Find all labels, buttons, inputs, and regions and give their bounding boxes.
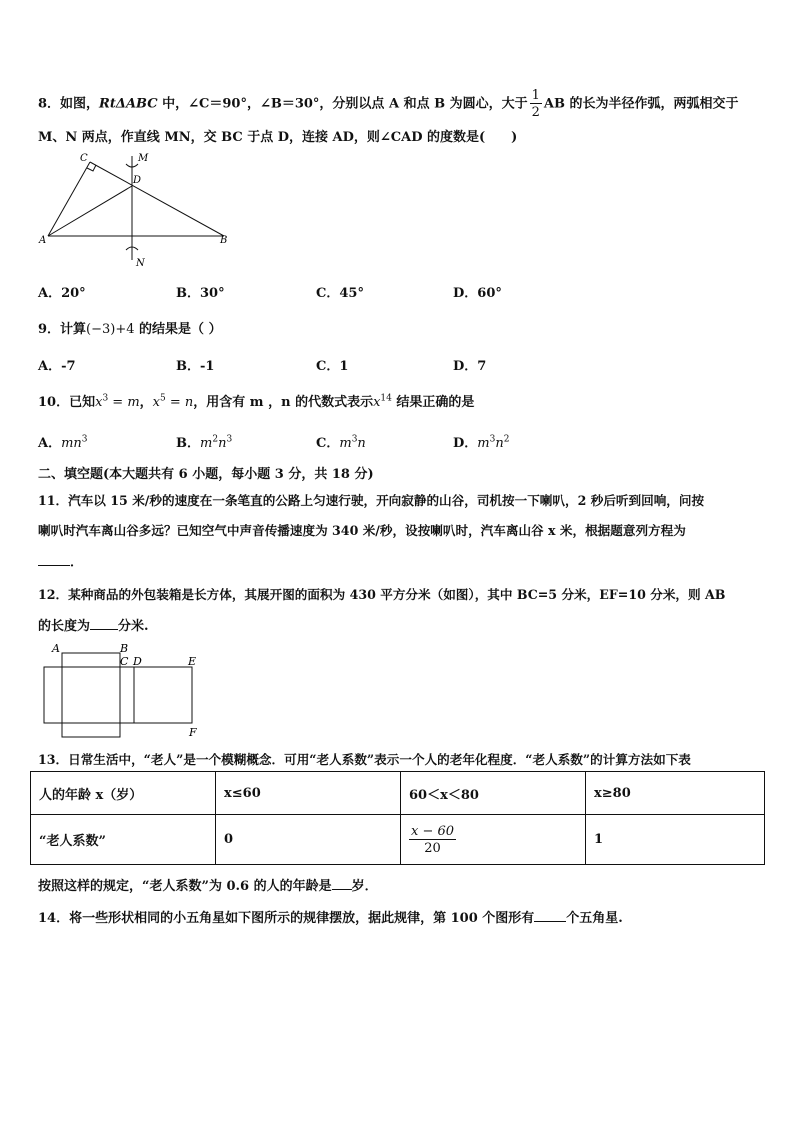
q9-option-d[interactable]: D．7 bbox=[453, 359, 487, 374]
q8-line1: 8．如图，RtΔABC 中，∠C＝90°，∠B＝30°，分别以点 A 和点 B 为圆心，大于 $\frac{1}{2}$ AB 的长为半径作弧，两弧相交于 bbox=[38, 88, 739, 120]
q8-label-d: D bbox=[133, 175, 142, 186]
q12-line2: 的长度为 分米. bbox=[38, 619, 149, 634]
q13-intro: 13．日常生活中，“老人”是一个模糊概念．可用“老人系数”表示一个人的老年化程度．“老人系数”的计算方法如下表 bbox=[38, 752, 691, 767]
q12-net-column bbox=[62, 653, 120, 737]
q12-label-a: A bbox=[52, 642, 60, 655]
q8-segment-ad bbox=[48, 186, 132, 236]
q12-label-e: E bbox=[188, 655, 197, 668]
table-header-coefficient: “老人系数” bbox=[31, 815, 216, 865]
section-2-heading: 二、填空题(本大题共有 6 小题，每小题 3 分，共 18 分) bbox=[38, 467, 374, 482]
q13-fraction: $\frac{x - 60}{20}$ bbox=[411, 823, 455, 856]
q8-label-m: M bbox=[138, 153, 149, 164]
q11-line1: 11．汽车以 15 米/秒的速度在一条笔直的公路上匀速行驶，开向寂静的山谷，司机按一下喇叭，2 秒后听到回响，问按 bbox=[38, 493, 705, 508]
table-row bbox=[31, 772, 765, 815]
q12-box-net-figure bbox=[38, 641, 208, 741]
table-row bbox=[31, 815, 765, 865]
table-cell bbox=[401, 815, 586, 865]
table-header-age: 人的年龄 x（岁） bbox=[31, 772, 216, 815]
q12-label-b: B bbox=[120, 642, 129, 655]
q12-net-band bbox=[44, 667, 192, 723]
q8-option-b[interactable]: B．30° bbox=[176, 286, 225, 301]
q10-condition-2: $x^5 = n$ bbox=[152, 393, 194, 410]
q8-triangle-name: RtΔABC bbox=[99, 96, 158, 112]
q8-option-c[interactable]: C．45° bbox=[316, 286, 364, 301]
q8-label-b: B bbox=[220, 235, 228, 246]
q10-condition-1: $x^3 = m$ bbox=[95, 393, 140, 410]
q9-option-a[interactable]: A．-7 bbox=[38, 359, 76, 374]
q10-stem: 10．已知$x^3 = m$，$x^5 = n$，用含有 m ，n 的代数式表示$x^{14}$ 结果正确的是 bbox=[38, 393, 475, 410]
q8-line2: M、N 两点，作直线 MN，交 BC 于点 D，连接 AD，则∠CAD 的度数是( ) bbox=[38, 130, 518, 145]
q14-answer-blank[interactable] bbox=[534, 921, 566, 922]
q12-line1: 12．某种商品的外包装箱是长方体，其展开图的面积为 430 平方分米（如图），其中 BC=5 分米，EF=10 分米，则 AB bbox=[38, 587, 726, 602]
q8-fraction: $\frac{1}{2}$ bbox=[531, 88, 540, 120]
q8-label-c: C bbox=[80, 153, 88, 164]
q13-coefficient-table bbox=[30, 771, 765, 865]
q9-expression: (−3)+4 bbox=[86, 322, 135, 337]
q10-target-expression: $x^{14}$ bbox=[373, 393, 392, 410]
q9-option-b[interactable]: B．-1 bbox=[176, 359, 215, 374]
table-cell: 1 bbox=[586, 815, 765, 865]
q8-option-d[interactable]: D．60° bbox=[453, 286, 502, 301]
table-cell: 0 bbox=[216, 815, 401, 865]
q10-option-a[interactable]: A．$mn^3$ bbox=[38, 434, 88, 451]
q11-answer-blank[interactable] bbox=[38, 565, 70, 566]
q13-answer-blank[interactable] bbox=[332, 889, 352, 890]
q8-option-a[interactable]: A．20° bbox=[38, 286, 86, 301]
q10-option-d[interactable]: D．$m^3n^2$ bbox=[453, 434, 510, 451]
q8-triangle-figure bbox=[36, 150, 236, 270]
table-cell: x≥80 bbox=[586, 772, 765, 815]
q9-stem: 9．计算(−3)+4 的结果是（ ） bbox=[38, 322, 222, 337]
q12-label-c: C bbox=[120, 655, 129, 668]
q8-side-ac bbox=[48, 162, 90, 236]
q10-option-b[interactable]: B．$m^2n^3$ bbox=[176, 434, 233, 451]
q11-line2: 喇叭时汽车离山谷多远？已知空气中声音传播速度为 340 米/秒，设按喇叭时，汽车离山谷 x 米，根据题意列方程为 bbox=[38, 523, 686, 538]
q8-label-a: A bbox=[39, 235, 47, 246]
q12-label-f: F bbox=[189, 726, 197, 739]
q11-line3: ． bbox=[38, 551, 83, 570]
table-cell: 60＜x＜80 bbox=[401, 772, 586, 815]
q8-label-n: N bbox=[136, 258, 145, 269]
q10-option-c[interactable]: C．$m^3n$ bbox=[316, 434, 366, 451]
q14-stem: 14．将一些形状相同的小五角星如下图所示的规律摆放，据此规律，第 100 个图形有 个五角星. bbox=[38, 911, 623, 926]
q12-label-d: D bbox=[133, 655, 142, 668]
q13-question: 按照这样的规定，“老人系数”为 0.6 的人的年龄是 岁． bbox=[38, 879, 378, 894]
table-cell: x≤60 bbox=[216, 772, 401, 815]
q12-answer-blank[interactable] bbox=[90, 629, 118, 630]
q9-option-c[interactable]: C．1 bbox=[316, 359, 349, 374]
